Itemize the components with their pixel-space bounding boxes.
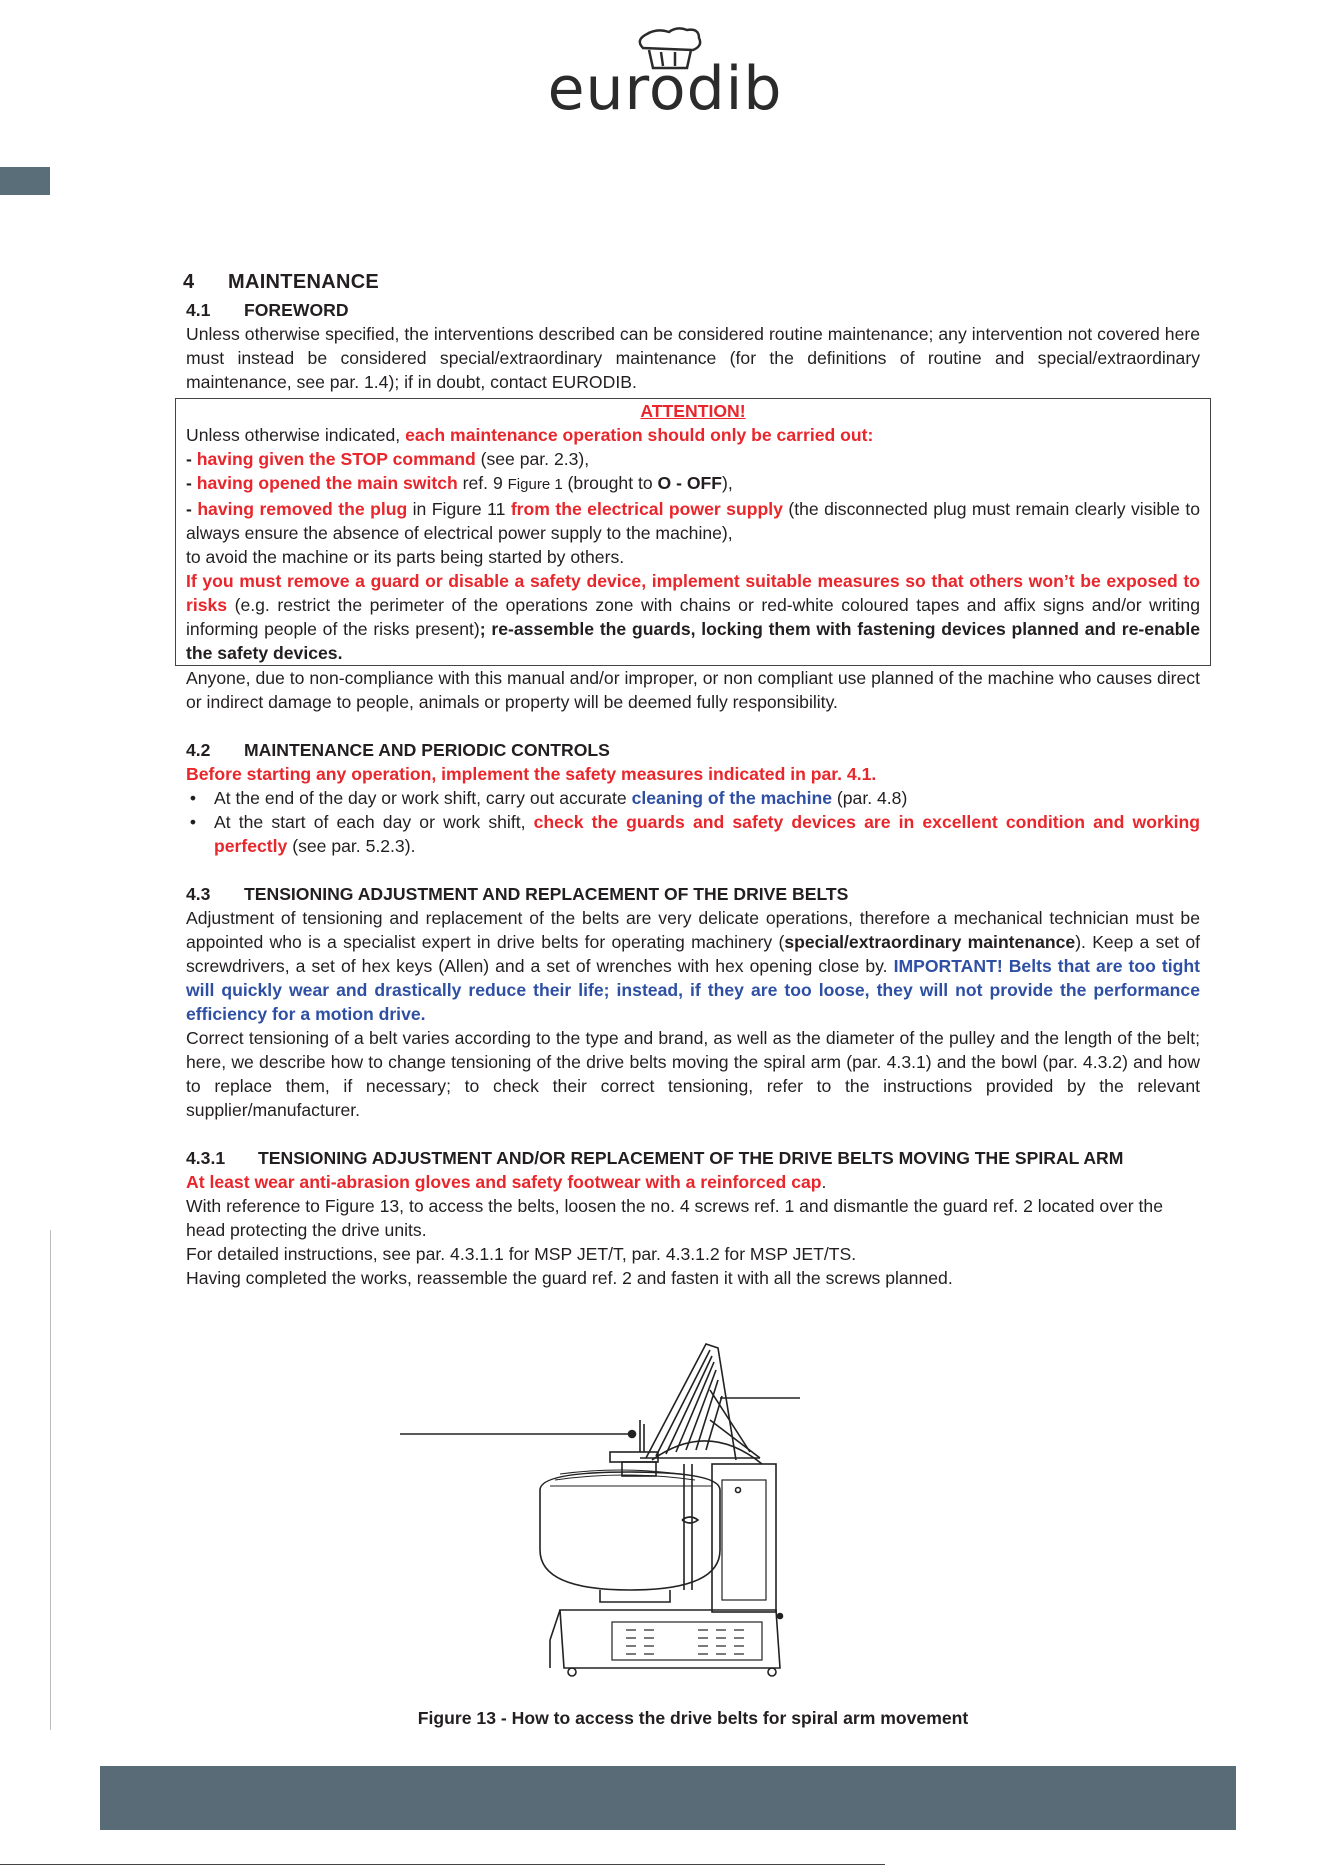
attention-line [186,423,1200,447]
tensioning-paragraph: Correct tensioning of a belt varies according to the type and brand, as well as the diameter of the pulley and the length of the belt; here, we describe how to change tensioning of the drive belts moving the spiral arm (par. 4.3.1) and the bowl (par. 4.3.2) and how to replace them, if necessary; to check their correct tensioning, refer to the instructions provided by the relevant supplier/manufacturer. [186,1028,1200,1120]
figure-reference: Figure 1 [507,476,563,493]
figure-caption: Figure 13 - How to access the drive belts for spiral arm movement [417,1708,969,1728]
margin-line [50,1230,51,1730]
attention-line [186,497,1200,545]
page-content [183,270,1201,1290]
text-run: Unless otherwise indicated, [186,425,406,445]
bullet: • [189,788,197,808]
footer-bar [100,1766,1236,1830]
section-heading [183,270,1200,294]
text-run-red: having removed the plug [197,499,408,519]
text-run-red: If you must remove a guard or disable a safety device, implement suitable measures so that others won’t be exposed to risks [186,571,1200,615]
text-run-red: having opened the main switch [196,473,458,493]
safety-warning: Before starting any operation, implement the safety measures indicated in par. 4.1. [186,764,877,784]
text-run: (e.g. restrict the perimeter of the operations zone with chains or red-white coloured tapes and affix signs and/or writing informing people of the risks present) [186,595,1200,639]
section-number: 4 [183,271,195,293]
dash: - [186,449,197,469]
text-run-blue: IMPORTANT! Belts that are too tight will quickly wear and drastically reduce their life; instead, if they are too loose, they will not provide the performance efficiency for a motion drive. [186,956,1200,1024]
heading-number: 4.3.1 [186,1148,226,1168]
responsibility-paragraph: Anyone, due to non-compliance with this manual and/or improper, or non compliant use planned of the machine who causes direct or indirect damage to people, animals or property will be deemed fully responsibility. [186,668,1200,712]
list-item [186,786,1200,810]
text-run: (par. 4.8) [832,788,908,808]
text-run-red: check the guards and safety devices are in excellent condition and working perfectly [214,812,1200,856]
text-run-blue: cleaning of the machine [631,788,832,808]
controls-list [186,786,1200,858]
instruction-line: For detailed instructions, see par. 4.3.1.1 for MSP JET/T, par. 4.3.1.2 for MSP JET/TS. [186,1244,857,1264]
dash: - [186,499,198,519]
heading-title: TENSIONING ADJUSTMENT AND REPLACEMENT OF THE DRIVE BELTS [244,884,849,904]
bullet: • [189,812,197,832]
foreword-paragraph: Unless otherwise specified, the interventions described can be considered routine maintenance; any intervention not covered here must instead be considered special/extraordinary maintenance (for the definitions of routine and special/extraordinary maintenance, see par. 1.4); if in doubt, contact EURODIB. [186,324,1200,392]
section-title: MAINTENANCE [228,271,380,293]
instruction-line: With reference to Figure 13, to access the belts, loosen the no. 4 screws ref. 1 and dismantle the guard ref. 2 located over the head protecting the drive units. [186,1196,1163,1240]
heading-4-3-1 [186,1146,1200,1170]
heading-number: 4.1 [186,300,211,320]
heading-4-2 [186,738,1200,762]
text-run: (see par. 2.3), [475,449,590,469]
heading-title: MAINTENANCE AND PERIODIC CONTROLS [244,740,610,760]
attention-line: to avoid the machine or its parts being started by others. [186,547,625,567]
side-tab-marker [0,167,50,195]
eurodib-logo [515,24,815,124]
heading-title: FOREWORD [244,300,349,320]
belts-paragraph [186,906,1200,1026]
heading-4-3 [186,882,1200,906]
bottom-rule [0,1864,885,1865]
text-run: (brought to [562,473,658,493]
spiral-mixer-drawing [400,1340,810,1680]
attention-title: ATTENTION! [640,401,746,421]
text-run: ). Keep a set of screwdrivers, a set of hex keys (Allen) and a set of wrenches with hex opening close by. [186,932,1200,976]
text-run-red: from the electrical power supply [510,499,783,519]
text-run-bold: ; re-assemble the guards, locking them with fastening devices planned and re-enable the safety devices. [186,619,1200,663]
text-run: At the end of the day or work shift, carry out accurate [214,788,632,808]
text-run-bold: special/extraordinary maintenance [784,932,1076,952]
text-run: ref. 9 [457,473,508,493]
text-run: ), [722,473,733,493]
logo-wordmark: eurodib [547,54,783,124]
text-run-red: At least wear anti-abrasion gloves and safety footwear with a reinforced cap [186,1172,822,1192]
dash: - [186,473,197,493]
text-run: . [821,1172,827,1192]
text-run-bold: O - OFF [657,473,723,493]
heading-4-1 [186,298,1200,322]
text-run: (the disconnected plug must remain clearly visible to always ensure the absence of electrical power supply to the machine), [186,499,1201,543]
text-run: (see par. 5.2.3). [287,836,416,856]
ppe-warning [186,1170,1200,1194]
heading-number: 4.2 [186,740,211,760]
heading-title: TENSIONING ADJUSTMENT AND/OR REPLACEMENT OF THE DRIVE BELTS MOVING THE SPIRAL ARM [258,1148,1124,1168]
attention-box [175,398,1211,666]
text-run-red: having given the STOP command [196,449,476,469]
text-run: At the start of each day or work shift, [214,812,534,832]
text-run: in Figure 11 [407,499,511,519]
attention-line [186,471,1200,497]
list-item [186,810,1200,858]
text-run: Adjustment of tensioning and replacement of the belts are very delicate operations, therefore a mechanical technician must be appointed who is a specialist expert in drive belts for operating machinery ( [186,908,1200,952]
attention-line [186,569,1200,665]
text-run-red: each maintenance operation should only be carried out: [405,425,874,445]
heading-number: 4.3 [186,884,211,904]
instruction-line: Having completed the works, reassemble the guard ref. 2 and fasten it with all the screws planned. [186,1268,953,1288]
attention-line [186,447,1200,471]
